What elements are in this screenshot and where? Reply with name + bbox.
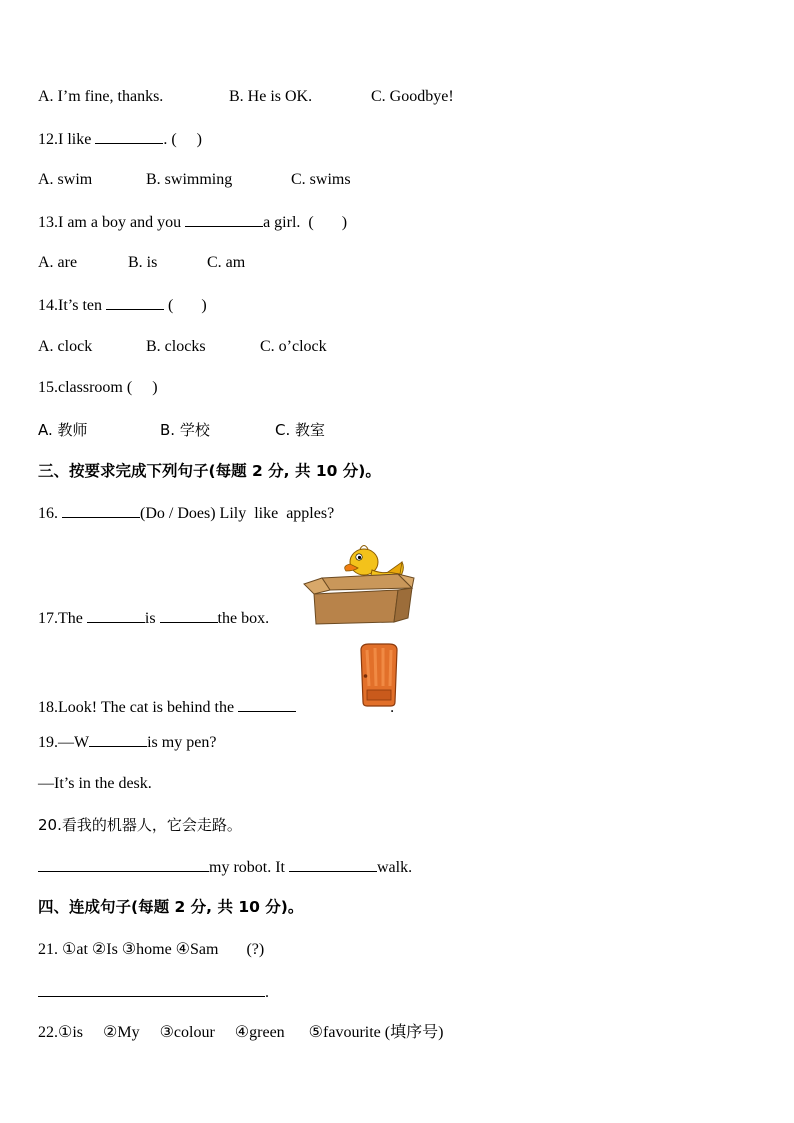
q14-option-c: C. o’clock <box>260 338 327 355</box>
duck-in-box-picture <box>302 540 417 626</box>
q20-stem: my robot. It walk. <box>38 857 412 878</box>
q11-option-b: B. He is OK. <box>229 88 313 105</box>
q21-stem: 21. ①at ②Is ③home ④Sam (?) <box>38 941 265 958</box>
q20-blank-1[interactable] <box>38 857 209 872</box>
q18-stem: 18.Look! The cat is behind the . <box>38 699 395 716</box>
q19-blank[interactable] <box>89 732 147 747</box>
q21-answer-line: . <box>38 982 269 1003</box>
q13-option-c: C. am <box>207 254 246 271</box>
q11-option-a: A. I’m fine, thanks. <box>38 88 164 105</box>
q16-stem: 16. (Do / Does) Lily like apples? <box>38 505 335 522</box>
q17-blank-1[interactable] <box>87 608 145 623</box>
q22-stem: 22.①is ②My ③colour ④green ⑤favourite (填序号) <box>38 1024 444 1041</box>
q14-blank[interactable] <box>106 295 164 310</box>
q21-blank[interactable] <box>38 982 265 997</box>
q19-stem: 19.—W is my pen? <box>38 734 217 751</box>
q12-stem: 12.I like . ( ) <box>38 131 202 148</box>
q13-option-b: B. is <box>128 254 158 271</box>
q15-option-a: A. 教师 <box>38 421 88 439</box>
q18-blank[interactable] <box>238 697 296 712</box>
q13-stem: 13.I am a boy and you a girl. ( ) <box>38 214 348 231</box>
q19-answer: —It’s in the desk. <box>38 775 152 792</box>
section-3-heading: 三、按要求完成下列句子(每题 2 分, 共 10 分)。 <box>38 462 381 480</box>
q20-blank-2[interactable] <box>289 857 377 872</box>
q20-prompt: 20.看我的机器人，它会走路。 <box>38 816 242 834</box>
section-4-heading: 四、连成句子(每题 2 分, 共 10 分)。 <box>38 898 304 916</box>
q14-option-b: B. clocks <box>146 338 206 355</box>
q12-option-b: B. swimming <box>146 171 233 188</box>
q14-option-a: A. clock <box>38 338 93 355</box>
q12-blank[interactable] <box>95 129 163 144</box>
q16-blank[interactable] <box>62 503 140 518</box>
q15-option-c: C. 教室 <box>275 421 326 439</box>
q12-option-a: A. swim <box>38 171 93 188</box>
q11-option-c: C. Goodbye! <box>371 88 454 105</box>
q17-stem: 17.The is the box. <box>38 610 270 627</box>
q13-option-a: A. are <box>38 254 78 271</box>
q13-blank[interactable] <box>185 212 263 227</box>
q17-blank-2[interactable] <box>160 608 218 623</box>
q14-stem: 14.It’s ten ( ) <box>38 297 207 314</box>
q15-stem: 15.classroom ( ) <box>38 379 158 396</box>
q15-option-b: B. 学校 <box>160 421 210 439</box>
q12-option-c: C. swims <box>291 171 351 188</box>
